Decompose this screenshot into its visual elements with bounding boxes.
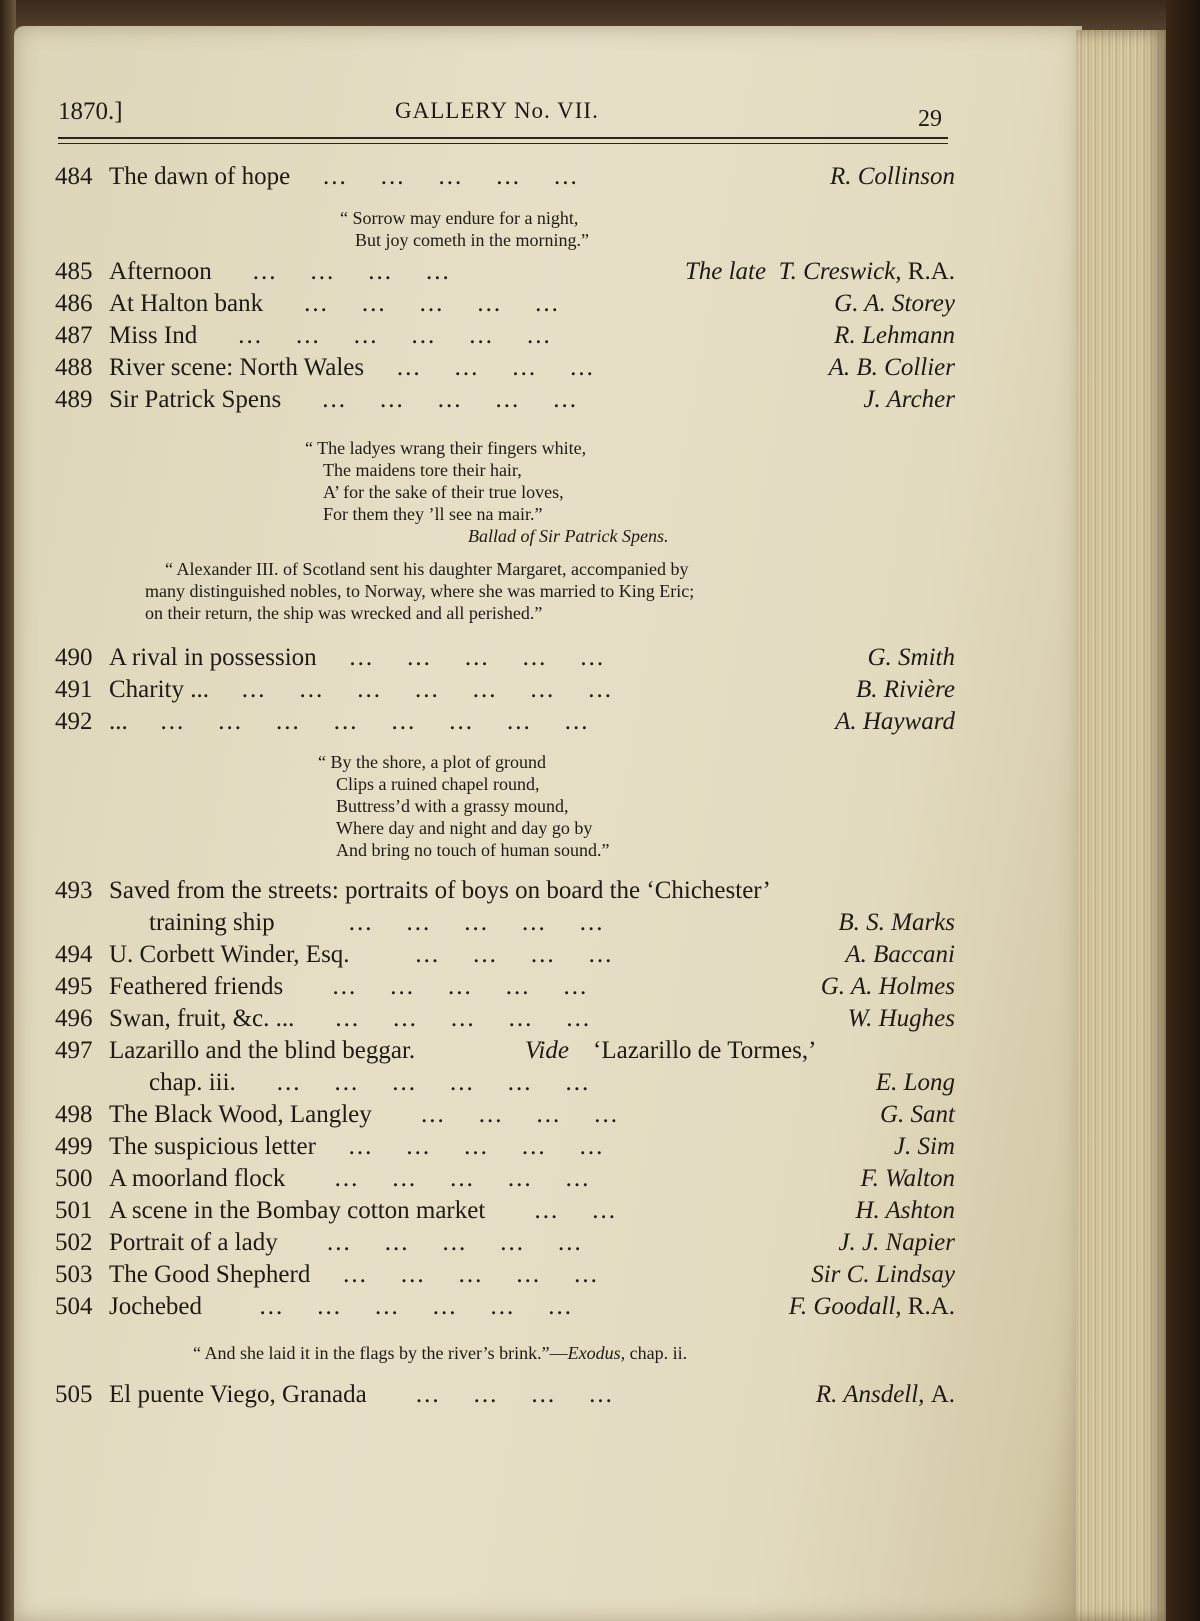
quote-line: “ And she laid it in the flags by the river’s brink.”— [193, 1343, 568, 1363]
quote-line: Where day and night and day go by [336, 818, 593, 838]
entry-number: 496 [55, 1005, 93, 1032]
entry-artist: G. Smith [867, 644, 955, 671]
entry-number: 495 [55, 973, 93, 1000]
entry-number: 494 [55, 941, 93, 968]
entry-artist: J. Archer [863, 386, 955, 413]
artist-prefix: The late [684, 258, 767, 285]
catalogue-entry-496 [55, 1004, 955, 1034]
entry-artist: G. A. Holmes [820, 973, 955, 1000]
entry-number: 487 [55, 322, 93, 349]
catalogue-entry-484 [55, 162, 955, 192]
entry-artist: H. Ashton [855, 1197, 955, 1224]
catalogue-entry-491 [55, 675, 955, 705]
catalogue-entry-497 [55, 1036, 955, 1066]
entry-number: 493 [55, 877, 93, 904]
leader-dots: ... ... ... ... ... [293, 1165, 591, 1192]
catalogue-entry-499 [55, 1132, 955, 1162]
note-line: many distinguished nobles, to Norway, where she was married to King Eric; [145, 581, 695, 601]
entry-title: The Good Shepherd [109, 1261, 311, 1288]
entry-number: 503 [55, 1261, 93, 1288]
catalogue-entry-498 [55, 1100, 955, 1130]
catalogue-entry-489 [55, 385, 955, 415]
entry-number: 497 [55, 1037, 93, 1064]
entry-number: 488 [55, 354, 93, 381]
entry-number: 484 [55, 163, 93, 190]
leader-dots: ... ... ... ... ... [285, 1229, 583, 1256]
catalogue-entry-493 [55, 876, 955, 906]
entry-number: 504 [55, 1293, 93, 1320]
header-year: 1870.] [58, 98, 123, 125]
entry-title: Portrait of a lady [109, 1229, 278, 1256]
leader-dots: ... ... ... ... ... ... [243, 1069, 591, 1096]
header-title: GALLERY No. VII. [395, 98, 599, 123]
entry-artist: J. J. Napier [838, 1229, 955, 1256]
entry-title: Lazarillo and the blind beggar. [109, 1037, 416, 1064]
leader-dots: ... ... ... ... ... ... ... [217, 676, 613, 703]
note-line: on their return, the ship was wrecked and all perished.” [145, 603, 543, 623]
page-edges [1076, 30, 1168, 1621]
leader-dots: ... ... ... ... ... [298, 163, 579, 190]
quote-line: And bring no touch of human sound.” [336, 840, 610, 860]
quote-reference: chap. ii. [629, 1343, 688, 1363]
catalogue-entry-486 [55, 289, 955, 319]
book-spine [1166, 0, 1200, 1621]
entry-artist: F. Walton [860, 1165, 955, 1192]
leader-dots: ... ... ... ... ... [323, 1133, 605, 1160]
entry-artist [789, 1292, 955, 1322]
leader-dots: ... ... ... ... ... [282, 909, 605, 936]
catalogue-entry-487 [55, 321, 955, 351]
entry-number: 489 [55, 386, 93, 413]
quote-line: But joy cometh in the morning.” [355, 230, 589, 250]
entry-title-reference: ‘Lazarillo de Tormes,’ [593, 1037, 817, 1064]
entry-number: 486 [55, 290, 93, 317]
catalogue-entry-492 [55, 707, 955, 737]
entry-number: 490 [55, 644, 93, 671]
leader-dots: ... ... ... ... ... [324, 644, 606, 671]
leader-dots: ... ... ... ... ... [271, 290, 560, 317]
entry-title: Swan, fruit, &c. ... [109, 1005, 295, 1032]
entry-artist [816, 1380, 955, 1410]
entry-title: Charity ... [109, 676, 209, 703]
leader-dots: ... ... ... ... ... [291, 973, 589, 1000]
entry-title: A moorland flock [109, 1165, 286, 1192]
artist-suffix: A. [930, 1381, 955, 1408]
entry-number: 491 [55, 676, 93, 703]
catalogue-entry-497-cont [55, 1068, 955, 1098]
entry-title-continued: chap. iii. [149, 1069, 236, 1096]
quote-source: Ballad of Sir Patrick Spens. [468, 526, 669, 546]
catalogue-entry-493-cont [55, 908, 955, 938]
entry-artist: J. Sim [893, 1133, 955, 1160]
artist-name: F. Goodall, [788, 1293, 902, 1320]
catalogue-entry-485 [55, 257, 955, 287]
entry-artist: G. A. Storey [834, 290, 955, 317]
entry-title: U. Corbett Winder, Esq. [109, 941, 350, 968]
entry-title: Sir Patrick Spens [109, 386, 282, 413]
entry-artist: A. Baccani [845, 941, 955, 968]
catalogue-entry-488 [55, 353, 955, 383]
entry-title: A scene in the Bombay cotton market [109, 1197, 486, 1224]
quote-source: Exodus, [567, 1343, 626, 1363]
quote-line: For them they ’ll see na mair.” [323, 504, 543, 524]
leader-dots: ... ... ... ... ... ... [210, 1293, 574, 1320]
quote-line: “ Sorrow may endure for a night, [340, 208, 579, 228]
leader-dots: ... ... ... ... [372, 354, 595, 381]
quote-line: Buttress’d with a grassy mound, [336, 796, 569, 816]
note-489 [145, 558, 694, 624]
entry-number: 498 [55, 1101, 93, 1128]
artist-name: T. Creswick, [778, 258, 902, 285]
entry-artist: B. S. Marks [838, 909, 955, 936]
entry-artist: A. Hayward [835, 708, 955, 735]
entry-title: ... [109, 708, 128, 735]
entry-title-continued: training ship [149, 909, 275, 936]
quote-line: “ The ladyes wrang their fingers white, [305, 438, 587, 458]
artist-name: R. Ansdell, [815, 1381, 925, 1408]
entry-number: 500 [55, 1165, 93, 1192]
entry-title: El puente Viego, Granada [109, 1381, 367, 1408]
leader-dots: ... ... [493, 1197, 618, 1224]
header-rule [58, 137, 948, 139]
entry-title: Miss Ind [109, 322, 198, 349]
entry-number: 485 [55, 258, 93, 285]
catalogue-entry-494 [55, 940, 955, 970]
entry-title: Saved from the streets: portraits of boys on board the ‘Chichester’ [109, 877, 771, 904]
entry-artist: Sir C. Lindsay [811, 1261, 955, 1288]
leader-dots: ... ... ... ... [219, 258, 451, 285]
leader-dots: ... ... ... ... ... [302, 1005, 592, 1032]
entry-title: Jochebed [109, 1293, 203, 1320]
leader-dots: ... ... ... ... ... ... [205, 322, 552, 349]
entry-title: The dawn of hope [109, 163, 291, 190]
quote-489 [305, 437, 668, 547]
entry-number: 505 [55, 1381, 93, 1408]
leader-dots: ... ... ... ... ... ... ... ... [135, 708, 590, 735]
leader-dots: ... ... ... ... [374, 1381, 614, 1408]
catalogue-entry-503 [55, 1260, 955, 1290]
leader-dots: ... ... ... ... ... [289, 386, 578, 413]
catalogue-entry-495 [55, 972, 955, 1002]
entry-artist: G. Sant [880, 1101, 955, 1128]
entry-title: River scene: North Wales [109, 354, 365, 381]
entry-title: Afternoon [109, 258, 212, 285]
artist-suffix: R.A. [907, 1293, 955, 1320]
quote-484 [340, 207, 589, 251]
vide-reference: Vide [525, 1037, 569, 1064]
entry-number: 492 [55, 708, 93, 735]
catalogue-entry-490 [55, 643, 955, 673]
page-number: 29 [918, 106, 942, 132]
quote-504 [193, 1342, 687, 1364]
entry-artist: B. Rivière [855, 676, 955, 703]
leader-dots: ... ... ... ... [379, 1101, 619, 1128]
entry-artist: E. Long [875, 1069, 955, 1096]
entry-artist: W. Hughes [847, 1005, 955, 1032]
leader-dots: ... ... ... ... ... [318, 1261, 599, 1288]
catalogue-entry-501 [55, 1196, 955, 1226]
entry-number: 502 [55, 1229, 93, 1256]
quote-line: The maidens tore their hair, [323, 460, 522, 480]
entry-artist: A. B. Collier [828, 354, 955, 381]
note-line: “ Alexander III. of Scotland sent his daughter Margaret, accompanied by [165, 559, 689, 579]
catalogue-entry-504 [55, 1292, 955, 1322]
entry-artist: R. Lehmann [834, 322, 955, 349]
quote-line: Clips a ruined chapel round, [336, 774, 540, 794]
quote-line: “ By the shore, a plot of ground [318, 752, 546, 772]
entry-number: 499 [55, 1133, 93, 1160]
entry-title: Feathered friends [109, 973, 284, 1000]
entry-artist: R. Collinson [829, 163, 955, 190]
leader-dots: ... ... ... ... [357, 941, 614, 968]
catalogue-entry-500 [55, 1164, 955, 1194]
entry-title: The suspicious letter [109, 1133, 316, 1160]
artist-suffix: R.A. [907, 258, 955, 285]
quote-492 [318, 751, 609, 861]
quote-line: A’ for the sake of their true loves, [323, 482, 564, 502]
entry-title: A rival in possession [109, 644, 317, 671]
catalogue-entry-502 [55, 1228, 955, 1258]
entry-artist [685, 257, 955, 287]
catalogue-entry-505 [55, 1380, 955, 1410]
entry-title: The Black Wood, Langley [109, 1101, 372, 1128]
entry-number: 501 [55, 1197, 93, 1224]
header-rule-thin [58, 143, 948, 144]
entry-title: At Halton bank [109, 290, 264, 317]
